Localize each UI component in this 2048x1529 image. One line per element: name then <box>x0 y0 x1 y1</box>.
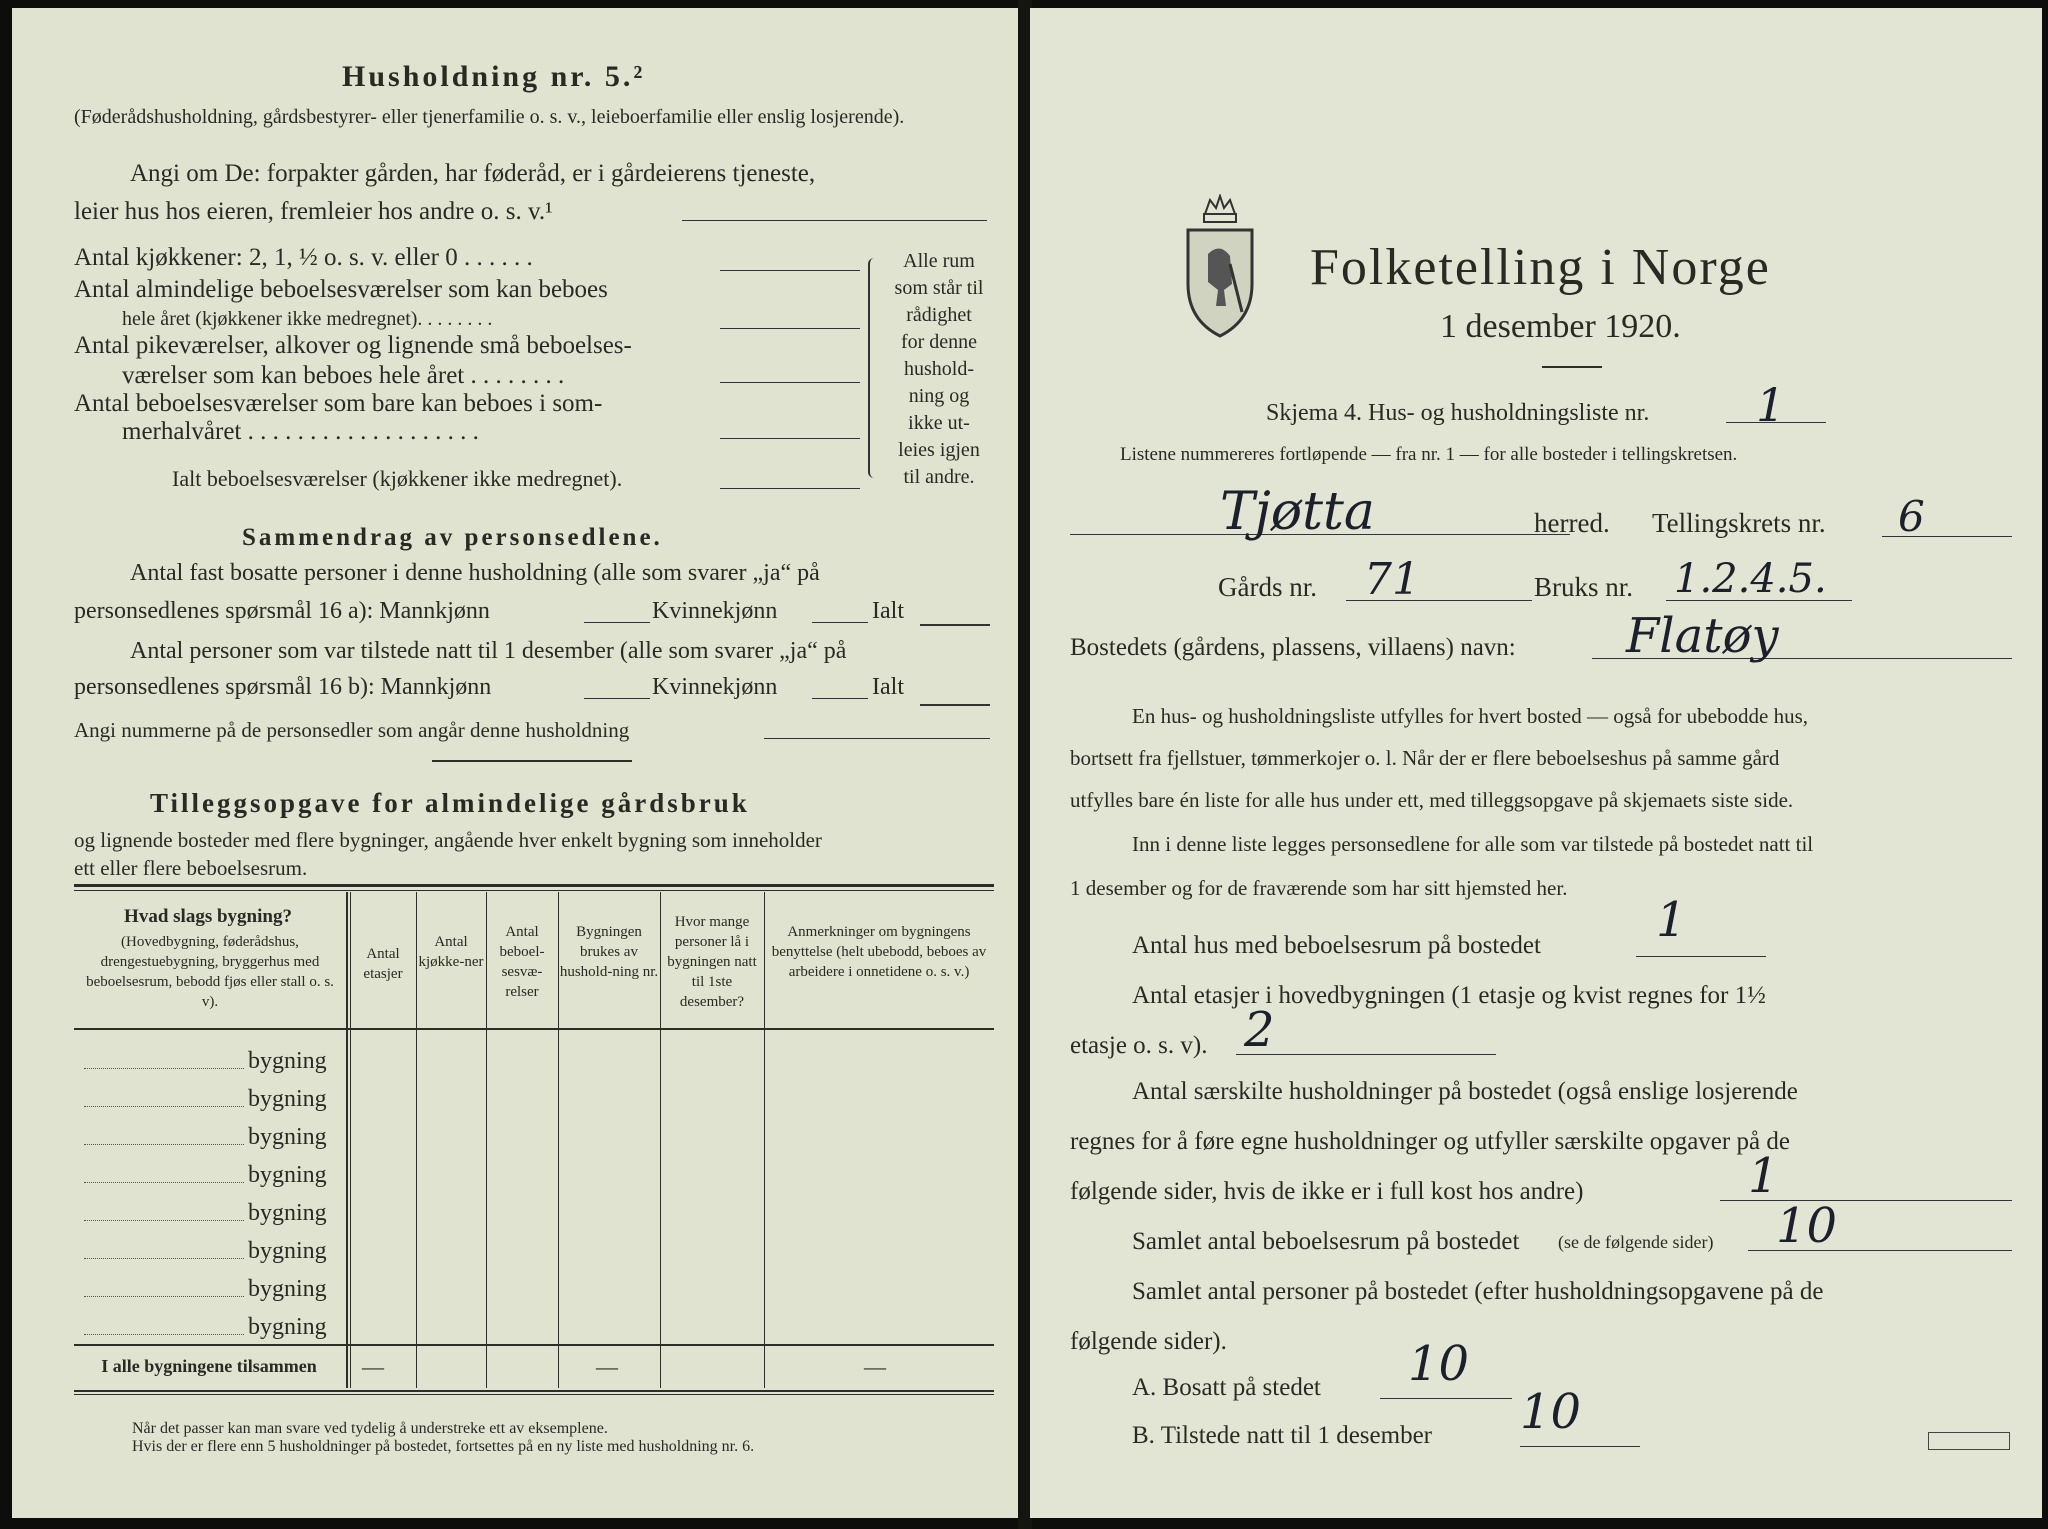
table-row: bygning <box>248 1276 327 1302</box>
side-note-line: leies igjen <box>898 439 980 461</box>
col-brukes-av: Bygningen brukes av hushold-ning nr. <box>559 924 659 980</box>
nummerne-label: Angi nummerne på de personsedler som angår denne husholdning <box>74 718 630 742</box>
kjokkener-answer-line <box>720 270 860 271</box>
bosted-label: Bostedets (gårdens, plassens, villaens) navn: <box>1070 634 1516 661</box>
alm-answer-line <box>720 328 860 329</box>
total-dash-anm: — <box>864 1354 886 1379</box>
household-title: Husholdning nr. 5.² <box>342 60 646 93</box>
fast-ialt-label: Ialt <box>872 598 904 624</box>
etasjer-line-1: Antal etasjer i hovedbygningen (1 etasje og kvist regnes for 1½ <box>1132 982 1766 1009</box>
bosatt-value[interactable]: 10 <box>1408 1336 1470 1392</box>
row-fill-line <box>84 1258 244 1259</box>
hus-label: Antal hus med beboelsesrum på bostedet <box>1132 932 1541 959</box>
etasjer-value[interactable]: 2 <box>1244 1002 1275 1058</box>
tilstede-line-1: Antal personer som var tilstede natt til 1 desember (alle som svarer „ja“ på <box>130 638 847 664</box>
gards-label: Gårds nr. <box>1218 572 1317 602</box>
row-fill-line <box>84 1220 244 1221</box>
col-anmerkninger: Anmerkninger om bygningens benyttelse (helt ubebodd, beboes av arbeidere i onnetidene o. s. v.) <box>771 924 987 980</box>
nummerne-line <box>764 738 990 739</box>
side-note-line: rådighet <box>906 304 972 326</box>
col-antal-etasjer: Antal etasjer <box>363 946 403 982</box>
bosted-value[interactable]: Flatøy <box>1626 608 1779 664</box>
tilstede-line <box>1520 1446 1640 1447</box>
printer-stamp <box>1928 1432 2010 1450</box>
fast-line-2: personsedlenes spørsmål 16 a): Mannkjønn <box>74 598 490 624</box>
census-title: Folketelling i Norge <box>1310 239 1771 296</box>
gards-value[interactable]: 71 <box>1364 554 1420 605</box>
table-row: bygning <box>248 1124 327 1150</box>
total-dash-brukes: — <box>596 1354 618 1379</box>
fast-ialt-line <box>920 624 990 626</box>
etasjer-line-2: etasje o. s. v). <box>1070 1032 1208 1059</box>
hus-value[interactable]: 1 <box>1656 892 1687 948</box>
bruks-label: Bruks nr. <box>1534 572 1634 602</box>
title-rule <box>1542 366 1602 368</box>
total-dash-etasjer: — <box>362 1354 384 1379</box>
samlet-rum-value[interactable]: 10 <box>1776 1198 1838 1254</box>
husholdninger-value[interactable]: 1 <box>1748 1148 1779 1204</box>
row-fill-line <box>84 1068 244 1069</box>
husholdninger-line-3: følgende sider, hvis de ikke er i full kost hos andre) <box>1070 1178 1584 1205</box>
tilstede-line-2: personsedlenes spørsmål 16 b): Mannkjønn <box>74 674 492 700</box>
table-row: bygning <box>248 1314 327 1340</box>
tilstede-kvinne-line <box>812 698 868 699</box>
tilstede-mann-line <box>584 698 650 699</box>
samlet-personer-line-1: Samlet antal personer på bostedet (efter husholdningsopgavene på de <box>1132 1278 1824 1305</box>
instruction-p1: En hus- og husholdningsliste utfylles for hvert bosted — også for ubebodde hus, <box>1132 704 1808 728</box>
fast-kvinne-line <box>812 622 868 623</box>
norway-coat-of-arms-icon <box>1180 194 1260 344</box>
bosatt-label: A. Bosatt på stedet <box>1132 1374 1321 1401</box>
side-note-line: for denne <box>900 331 978 353</box>
side-note-line: til andre. <box>903 466 975 488</box>
husholdninger-line-1: Antal særskilte husholdninger på bostedet (også enslige losjerende <box>1132 1078 1798 1105</box>
row-fill-line <box>84 1182 244 1183</box>
angi-line-1: Angi om De: forpakter gården, har føderåd, er i gårdeierens tjeneste, <box>130 160 816 187</box>
som-answer-line <box>720 438 860 439</box>
side-note-line: ning og <box>908 385 970 407</box>
row-fill-line <box>84 1296 244 1297</box>
side-note-line: Alle rum <box>903 250 975 272</box>
table-row: bygning <box>248 1086 327 1112</box>
tilstede-label: B. Tilstede natt til 1 desember <box>1132 1422 1432 1449</box>
hus-line <box>1636 956 1766 957</box>
pike-answer-line <box>720 382 860 383</box>
instruction-p2: bortsett fra fjellstuer, tømmerkojer o. l. Når der er flere beboelseshus på samme gård <box>1070 746 1780 770</box>
col-antal-beboelsesvaerelser: Antal beboel-sesvæ-relser <box>499 924 545 1000</box>
tilstede-ialt-line <box>920 704 990 706</box>
right-page <box>1030 8 2042 1518</box>
som-label-1: Antal beboelsesværelser som bare kan beboes i som- <box>74 390 603 417</box>
sammendrag-title: Sammendrag av personsedlene. <box>242 524 663 551</box>
col1-title: Hvad slags bygning? <box>124 906 292 927</box>
tillegg-title: Tilleggsopgave for almindelige gårdsbruk <box>150 788 750 818</box>
ialt-vaerelser-label: Ialt beboelsesværelser (kjøkkener ikke medregnet). <box>172 466 623 491</box>
row-fill-line <box>84 1144 244 1145</box>
kjokkener-label: Antal kjøkkener: 2, 1, ½ o. s. v. eller 0 . . . . . . <box>74 244 533 271</box>
pike-label-1: Antal pikeværelser, alkover og lignende små beboelses- <box>74 332 632 359</box>
samlet-rum-label: Samlet antal beboelsesrum på bostedet <box>1132 1228 1520 1255</box>
left-page <box>12 8 1020 1518</box>
table-row: bygning <box>248 1048 327 1074</box>
row-fill-line <box>84 1334 244 1335</box>
bosatt-line <box>1380 1398 1512 1399</box>
som-label-2: merhalvåret . . . . . . . . . . . . . . . . . . . <box>122 418 479 445</box>
fast-kvinne-label: Kvinnekjønn <box>652 598 778 624</box>
footnote-1: Når det passer kan man svare ved tydelig å understreke ett av eksemplene. <box>132 1420 608 1437</box>
instruction-p4: Inn i denne liste legges personsedlene for alle som var tilstede på bostedet natt til <box>1132 832 1814 856</box>
section-divider <box>432 760 632 762</box>
col-antal-kjokkener: Antal kjøkke-ner <box>418 934 484 970</box>
fast-mann-line <box>584 622 650 623</box>
footnote-2: Hvis der er flere enn 5 husholdninger på bostedet, fortsettes på en ny liste med husholdning nr. 6. <box>132 1438 755 1455</box>
row-fill-line <box>84 1106 244 1107</box>
table-row: bygning <box>248 1200 327 1226</box>
husholdninger-line-2: regnes for å føre egne husholdninger og utfyller særskilte opgaver på de <box>1070 1128 1790 1155</box>
instruction-p5: 1 desember og for de fraværende som har sitt hjemsted her. <box>1070 876 1568 900</box>
col1-subtitle: (Hovedbygning, føderådshus, drengestuebygning, bryggerhus med beboelsesrum, bebodd fjøs eller stall o. s. v). <box>86 934 334 1010</box>
fast-line-1: Antal fast bosatte personer i denne husholdning (alle som svarer „ja“ på <box>130 560 820 586</box>
tilstede-ialt-label: Ialt <box>872 674 904 700</box>
side-note-line: som står til <box>894 277 984 299</box>
table-row: bygning <box>248 1238 327 1264</box>
household-subtitle: (Føderådshusholdning, gårdsbestyrer- eller tjenerfamilie o. s. v., leieboerfamilie eller enslig losjerende). <box>74 106 905 128</box>
tellingskrets-value[interactable]: 6 <box>1898 492 1925 541</box>
col-personer: Hvor mange personer lå i bygningen natt til 1ste desember? <box>667 914 757 1010</box>
listene-note: Listene nummereres fortløpende — fra nr. 1 — for alle bosteder i tellingskretsen. <box>1120 444 1738 465</box>
tilstede-kvinne-label: Kvinnekjønn <box>652 674 778 700</box>
bruks-value[interactable]: 1.2.4.5. <box>1674 556 1827 602</box>
angi-line-2: leier hus hos eieren, fremleier hos andre o. s. v.¹ <box>74 198 553 225</box>
side-note-line: hushold- <box>904 358 974 380</box>
total-row-label: I alle bygningene tilsammen <box>101 1356 317 1376</box>
angi-answer-line <box>682 220 987 221</box>
pike-label-2: værelser som kan beboes hele året . . . . . . . . <box>122 362 565 389</box>
bracket <box>868 258 880 478</box>
tilstede-value[interactable]: 10 <box>1520 1384 1582 1440</box>
side-note-line: ikke ut- <box>908 412 970 434</box>
side-note <box>884 248 994 491</box>
tellingskrets-label: Tellingskrets nr. <box>1652 508 1826 538</box>
herred-label: herred. <box>1534 508 1610 538</box>
table-row: bygning <box>248 1162 327 1188</box>
tillegg-line-2: ett eller flere beboelsesrum. <box>74 856 308 880</box>
ialt-answer-line <box>720 488 860 489</box>
skjema-label: Skjema 4. Hus- og husholdningsliste nr. <box>1266 400 1650 426</box>
herred-value[interactable]: Tjøtta <box>1220 482 1375 542</box>
skjema-nr-value[interactable]: 1 <box>1756 378 1786 432</box>
etasjer-line <box>1236 1054 1496 1055</box>
samlet-rum-note: (se de følgende sider) <box>1558 1232 1714 1252</box>
instruction-p3: utfylles bare én liste for alle hus under ett, med tilleggsopgave på skjemaets siste side. <box>1070 788 1794 812</box>
alm-label-1: Antal almindelige beboelsesværelser som kan beboes <box>74 276 608 303</box>
alm-label-2: hele året (kjøkkener ikke medregnet). . . . . . . . <box>122 308 493 330</box>
tillegg-line-1: og lignende bosteder med flere bygninger, angående hver enkelt bygning som inneholder <box>74 828 822 852</box>
samlet-personer-line-2: følgende sider). <box>1070 1328 1227 1355</box>
census-date: 1 desember 1920. <box>1440 308 1681 345</box>
